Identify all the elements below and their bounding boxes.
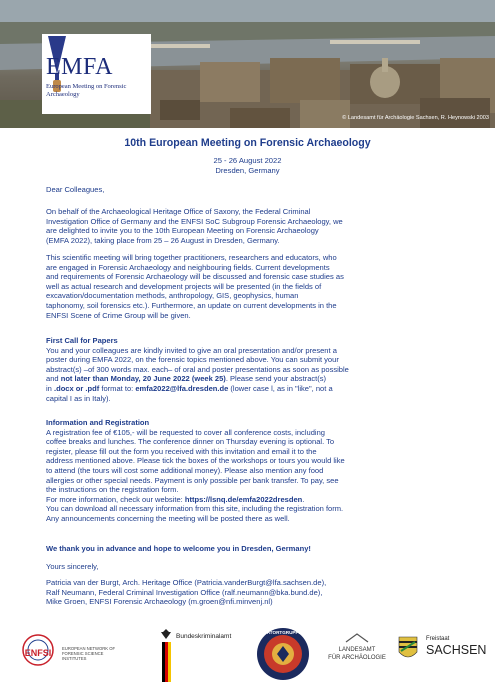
closing <box>46 562 448 572</box>
document-title: 10th European Meeting on Forensic Archaeology <box>124 137 371 149</box>
text-fragment: in <box>46 383 54 393</box>
thanks-text: We thank you in advance and hope to welcome you in Dresden, Germany! <box>46 544 311 553</box>
text-line: address mentioned above. Please tick the boxes of the workshops or tours you would like <box>46 456 345 466</box>
text-fragment: and <box>46 374 61 384</box>
enfsi-network-text: EUROPEAN NETWORK OF FORENSIC SCIENCE INSTITUTES <box>62 646 116 661</box>
website-link[interactable]: https://lsnq.de/emfa2022dresden <box>184 494 303 504</box>
sachsen-line1: Freistaat <box>426 636 450 642</box>
text-fragment: format to: <box>99 383 136 393</box>
lfa-line1: LANDESAMT <box>338 647 376 653</box>
text-line: poster during EMFA 2022, on the forensic topics mentioned above. You can submit your <box>46 355 339 365</box>
event-dates <box>0 156 495 176</box>
signatory-line: Patricia van der Burgt, Arch. Heritage Office (Patricia.vanderBurgt@lfa.sachsen.de), <box>46 578 327 587</box>
text-line: You and your colleagues are kindly invited to give an oral presentation and/or present a <box>46 345 337 355</box>
lfa-text <box>322 646 392 662</box>
lfa-line2: FÜR ARCHÄOLOGIE <box>328 655 386 661</box>
text-line: the instructions on the registration form. <box>46 485 179 495</box>
lfa-logo <box>322 632 392 672</box>
closing-text: Yours sincerely, <box>46 562 99 571</box>
text-line: (EMFA 2022), taking place from 25 – 26 August in Dresden, Germany. <box>46 235 280 245</box>
section-heading: First Call for Papers <box>46 336 118 345</box>
website-line <box>46 495 448 505</box>
enfsi-logo <box>18 632 58 678</box>
text-line: and requirements of Forensic Archaeology will be discussed and forensic case studies as <box>46 272 344 282</box>
enfsi-wordmark: ENFSI <box>24 648 52 658</box>
tatortgruppe-badge <box>255 626 311 682</box>
text-fragment: (lower case l, as in "like", not a <box>228 383 333 393</box>
text-line: This scientific meeting will bring together practitioners, researchers and educators, who <box>46 253 337 262</box>
text-line: capital I as in Italy). <box>46 393 111 403</box>
date-line: 25 - 26 August 2022 <box>213 156 282 165</box>
text-line: A registration fee of €105,- will be requested to cover all conference costs, including <box>46 427 325 437</box>
text-line: well as actual research and development projects will be presented (in the fields of <box>46 281 322 291</box>
signatories <box>46 578 448 607</box>
text-fragment: . <box>302 494 305 504</box>
text-line: allergies or other special needs. Payment is only possible per bank transfer. To pay, see <box>46 475 339 485</box>
header-photo <box>0 0 495 128</box>
information-registration <box>46 418 448 524</box>
bka-logo <box>160 628 260 688</box>
text-line: are engaged in Forensic Archaeology and neighbouring fields. Current developments <box>46 262 330 272</box>
text-line: On behalf of the Archaeological Heritage Office of Saxony, the Federal Criminal <box>46 207 311 216</box>
text-line: taphonomy, soil forensics etc.). Furthermore, an update on current developments in the <box>46 300 337 310</box>
photo-credit: © Landesamt für Archäologie Sachsen, R. Heynowski 2003 <box>342 115 489 121</box>
text-line: Any announcements concerning the meeting will be posted there as well. <box>46 513 290 523</box>
text-line: ENFSI Scene of Crime Group will be given. <box>46 310 191 320</box>
flag-stripe-gold <box>168 642 171 682</box>
eagle-icon <box>160 628 172 640</box>
text-line: excavation/documentation methods, anthropology, GIS, geophysics, human <box>46 291 299 301</box>
scope-paragraph <box>46 253 448 320</box>
text-line: abstract(s) –of 300 words max. each– of oral and poster presentations as soon as possible <box>46 364 349 374</box>
signatory-line: Ralf Neumann, Federal Criminal Investigation Office (ralf.neumann@bka.bund.de), <box>46 587 323 597</box>
lfa-emblem-icon <box>344 632 370 644</box>
text-line: Investigation Office of Germany and the ENFSI SoC Subgroup Forensic Archaeology, we <box>46 216 343 226</box>
sachsen-logo <box>398 636 490 676</box>
text-line: to attend (the tours will cost some additional money). Please also mention any food <box>46 465 324 475</box>
logo-text: EMFA <box>46 54 113 80</box>
location-line: Dresden, Germany <box>215 166 280 175</box>
call-for-papers <box>46 336 448 403</box>
text-line: are delighted to invite you to the 10th European Meeting on Forensic Archaeology <box>46 226 319 236</box>
file-format: .docx or .pdf <box>53 383 100 393</box>
intro-paragraph <box>46 207 448 245</box>
signatory-line: Mike Groen, ENFSI Forensic Archaeology (m.groen@nfi.minvenj.nl) <box>46 597 273 607</box>
text-fragment: . Please send your abstract(s) <box>225 374 327 384</box>
enfsi-emblem-icon <box>18 632 58 678</box>
text-line: You can download all necessary information from this site, including the registration form. <box>46 504 344 514</box>
deadline: not later than Monday, 20 June 2022 (week 25) <box>60 374 226 384</box>
greeting <box>46 185 448 195</box>
text-fragment: For more information, check our website: <box>46 494 185 504</box>
greeting-text: Dear Colleagues, <box>46 185 105 194</box>
deadline-line <box>46 374 448 384</box>
text-line: register, please fill out the form you received with this invitation and email it to the <box>46 446 317 456</box>
emfa-logo <box>42 34 151 114</box>
section-heading: Information and Registration <box>46 418 150 427</box>
submission-email-link[interactable]: emfa2022@lfa.dresden.de <box>135 383 229 393</box>
tatortgruppe-text: TATORTGRUPPE <box>264 630 302 635</box>
logo-subtitle: European Meeting on Forensic Archaeology <box>46 83 127 98</box>
bka-text: Bundeskriminalamt <box>176 633 232 640</box>
thanks-line <box>46 544 448 554</box>
sachsen-line2: SACHSEN <box>426 643 487 657</box>
text-line: coffee breaks and lunches. The conference dinner on Thursday evening is optional. To <box>46 437 335 447</box>
saxony-coat-of-arms-icon <box>398 636 418 662</box>
footer-logos <box>0 624 495 696</box>
format-line <box>46 384 448 394</box>
